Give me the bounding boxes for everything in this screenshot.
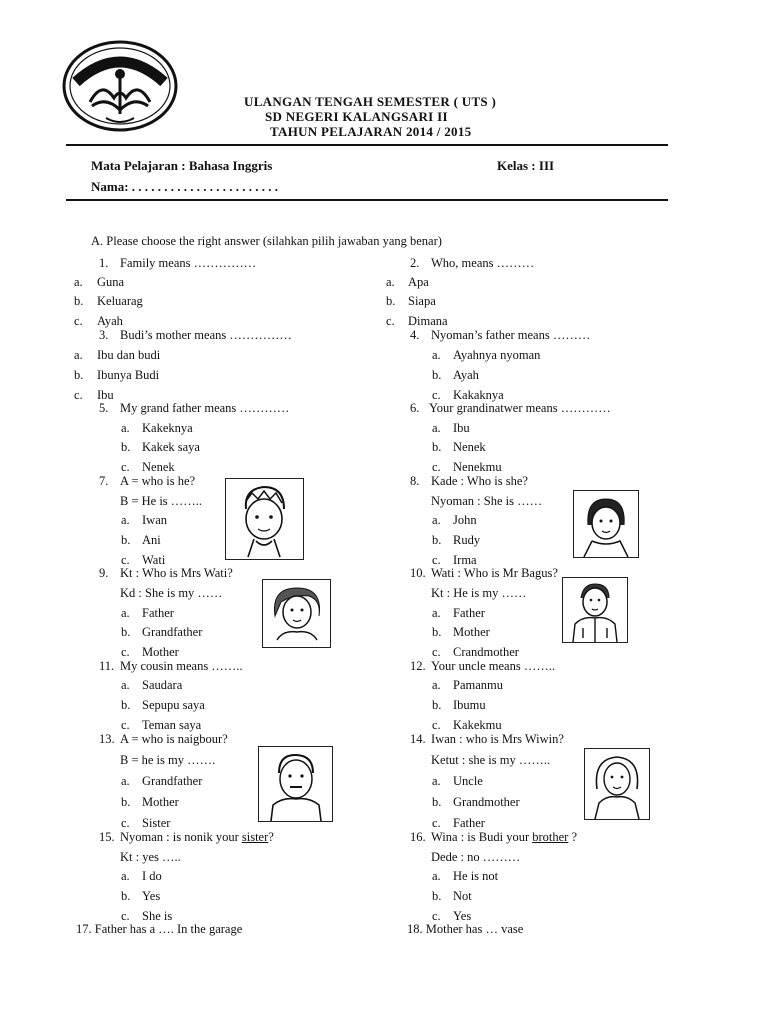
q1-c[interactable]: Ayah <box>97 314 123 328</box>
q7-a-letter: a. <box>121 513 130 527</box>
q5-c[interactable]: Nenek <box>142 460 175 474</box>
q3-number: 3. <box>99 328 109 342</box>
q12-a-letter: a. <box>432 678 441 692</box>
q5-b-letter: b. <box>121 440 131 454</box>
girl-portrait-image <box>573 490 639 558</box>
q8-text: Kade : Who is she? <box>431 474 528 488</box>
q11-number: 11. <box>99 659 115 673</box>
q13-number: 13. <box>99 732 115 746</box>
q6-number: 6. <box>410 401 420 415</box>
old-man-portrait-image <box>258 746 333 822</box>
q10-a[interactable]: Father <box>453 606 485 620</box>
q16-b[interactable]: Not <box>453 889 472 903</box>
q9-a[interactable]: Father <box>142 606 174 620</box>
q6-a-letter: a. <box>432 421 441 435</box>
q7-c[interactable]: Wati <box>142 553 166 567</box>
q9-text: Kt : Who is Mrs Wati? <box>120 566 233 580</box>
q14-b-letter: b. <box>432 795 442 809</box>
academic-year: TAHUN PELAJARAN 2014 / 2015 <box>270 124 472 139</box>
q11-a-letter: a. <box>121 678 130 692</box>
q5-number: 5. <box>99 401 109 415</box>
q8-a[interactable]: John <box>453 513 477 527</box>
q12-text: Your uncle means …….. <box>431 659 556 673</box>
q1-text: Family means …………… <box>120 256 257 270</box>
q18-text: 18. Mother has … vase <box>407 922 524 936</box>
q12-a[interactable]: Pamanmu <box>453 678 503 692</box>
q2-text: Who, means ……… <box>431 256 535 270</box>
class-label: Kelas : III <box>497 158 555 173</box>
q13-b-letter: b. <box>121 795 131 809</box>
q10-sub: Kt : He is my …… <box>431 586 527 600</box>
q5-text: My grand father means ………… <box>120 401 290 415</box>
q13-c-letter: c. <box>121 816 130 830</box>
q4-a-letter: a. <box>432 348 441 362</box>
q3-a[interactable]: Ibu dan budi <box>97 348 161 362</box>
q16-sub: Dede : no ……… <box>431 850 521 864</box>
q9-b-letter: b. <box>121 625 131 639</box>
q3-a-letter: a. <box>74 348 83 362</box>
school-name: SD NEGERI KALANGSARI II <box>265 109 448 124</box>
q9-c[interactable]: Mother <box>142 645 179 659</box>
q13-sub: B = he is my ……. <box>120 753 216 767</box>
q14-c-letter: c. <box>432 816 441 830</box>
q13-b[interactable]: Mother <box>142 795 179 809</box>
q10-c[interactable]: Crandmother <box>453 645 519 659</box>
old-woman-portrait-image <box>584 748 650 820</box>
q12-b-letter: b. <box>432 698 442 712</box>
q8-c[interactable]: Irma <box>453 553 477 567</box>
q12-c-letter: c. <box>432 718 441 732</box>
q16-underlined-word: brother <box>532 830 569 844</box>
q7-b[interactable]: Ani <box>142 533 161 547</box>
q2-number: 2. <box>410 256 420 270</box>
q4-b[interactable]: Ayah <box>453 368 479 382</box>
boy-portrait-image <box>225 478 304 560</box>
q6-b-letter: b. <box>432 440 442 454</box>
q14-text: Iwan : who is Mrs Wiwin? <box>431 732 564 746</box>
q15-b[interactable]: Yes <box>142 889 161 903</box>
q3-c-letter: c. <box>74 388 83 402</box>
q9-c-letter: c. <box>121 645 130 659</box>
header-rule-bottom <box>66 199 668 201</box>
q2-a[interactable]: Apa <box>408 275 429 289</box>
q4-c[interactable]: Kakaknya <box>453 388 504 402</box>
q16-question: Wina : is Budi your brother ? <box>431 830 578 844</box>
q12-number: 12. <box>410 659 426 673</box>
subject-label: Mata Pelajaran : Bahasa Inggris <box>91 158 273 173</box>
q11-b-letter: b. <box>121 698 131 712</box>
q13-text: A = who is naigbour? <box>120 732 228 746</box>
q13-a[interactable]: Grandfather <box>142 774 203 788</box>
q10-a-letter: a. <box>432 606 441 620</box>
q16-c[interactable]: Yes <box>453 909 472 923</box>
q7-c-letter: c. <box>121 553 130 567</box>
q4-number: 4. <box>410 328 420 342</box>
q5-a-letter: a. <box>121 421 130 435</box>
q14-b[interactable]: Grandmother <box>453 795 520 809</box>
q3-b[interactable]: Ibunya Budi <box>97 368 160 382</box>
q1-b[interactable]: Keluarag <box>97 294 143 308</box>
school-logo <box>62 40 178 132</box>
q7-sub: B = He is …….. <box>120 494 203 508</box>
q6-c[interactable]: Nenekmu <box>453 460 502 474</box>
q8-sub: Nyoman : She is …… <box>431 494 543 508</box>
q9-a-letter: a. <box>121 606 130 620</box>
q7-text: A = who is he? <box>120 474 196 488</box>
q8-c-letter: c. <box>432 553 441 567</box>
q12-c[interactable]: Kakekmu <box>453 718 502 732</box>
q15-a-letter: a. <box>121 869 130 883</box>
exam-title: ULANGAN TENGAH SEMESTER ( UTS ) <box>244 94 497 109</box>
q14-a[interactable]: Uncle <box>453 774 483 788</box>
q4-text: Nyoman’s father means ……… <box>431 328 591 342</box>
q10-number: 10. <box>410 566 426 580</box>
q6-text: Your grandinatwer means ………… <box>429 401 611 415</box>
q3-text: Budi’s mother means …………… <box>120 328 292 342</box>
q16-b-letter: b. <box>432 889 442 903</box>
q10-text: Wati : Who is Mr Bagus? <box>431 566 558 580</box>
q11-c-letter: c. <box>121 718 130 732</box>
q7-b-letter: b. <box>121 533 131 547</box>
q16-a[interactable]: He is not <box>453 869 499 883</box>
q10-b-letter: b. <box>432 625 442 639</box>
q9-sub: Kd : She is my …… <box>120 586 223 600</box>
q1-a[interactable]: Guna <box>97 275 125 289</box>
q4-c-letter: c. <box>432 388 441 402</box>
header-rule-top <box>66 144 668 146</box>
q9-number: 9. <box>99 566 109 580</box>
q3-c[interactable]: Ibu <box>97 388 114 402</box>
q12-b[interactable]: Ibumu <box>453 698 486 712</box>
q13-a-letter: a. <box>121 774 130 788</box>
q15-sub: Kt : yes ….. <box>120 850 181 864</box>
q13-c[interactable]: Sister <box>142 816 171 830</box>
q6-a[interactable]: Ibu <box>453 421 470 435</box>
q2-c[interactable]: Dimana <box>408 314 448 328</box>
q8-b[interactable]: Rudy <box>453 533 481 547</box>
q6-b[interactable]: Nenek <box>453 440 486 454</box>
q4-a[interactable]: Ayahnya nyoman <box>453 348 541 362</box>
q2-c-letter: c. <box>386 314 395 328</box>
q2-a-letter: a. <box>386 275 395 289</box>
q1-b-letter: b. <box>74 294 84 308</box>
q3-b-letter: b. <box>74 368 84 382</box>
woman-portrait-image <box>262 579 331 648</box>
man-portrait-image <box>562 577 628 643</box>
q15-a[interactable]: I do <box>142 869 162 883</box>
q15-question: Nyoman : is nonik your sister? <box>120 830 274 844</box>
name-field: Nama: . . . . . . . . . . . . . . . . . . . . . . . <box>91 179 279 194</box>
q4-b-letter: b. <box>432 368 442 382</box>
q8-a-letter: a. <box>432 513 441 527</box>
q14-number: 14. <box>410 732 426 746</box>
q10-b[interactable]: Mother <box>453 625 490 639</box>
q15-b-letter: b. <box>121 889 131 903</box>
q1-a-letter: a. <box>74 275 83 289</box>
q11-c[interactable]: Teman saya <box>142 718 202 732</box>
q8-number: 8. <box>410 474 420 488</box>
q2-b[interactable]: Siapa <box>408 294 436 308</box>
q5-c-letter: c. <box>121 460 130 474</box>
q2-b-letter: b. <box>386 294 396 308</box>
q15-c[interactable]: She is <box>142 909 173 923</box>
q11-a[interactable]: Saudara <box>142 678 183 692</box>
q7-a[interactable]: Iwan <box>142 513 167 527</box>
instruction: A. Please choose the right answer (silahkan pilih jawaban yang benar) <box>91 234 442 248</box>
q16-c-letter: c. <box>432 909 441 923</box>
q5-a[interactable]: Kakeknya <box>142 421 193 435</box>
q1-c-letter: c. <box>74 314 83 328</box>
q15-c-letter: c. <box>121 909 130 923</box>
q5-b[interactable]: Kakek saya <box>142 440 200 454</box>
q14-a-letter: a. <box>432 774 441 788</box>
q11-b[interactable]: Sepupu saya <box>142 698 205 712</box>
q16-a-letter: a. <box>432 869 441 883</box>
q14-c[interactable]: Father <box>453 816 485 830</box>
q15-number: 15. <box>99 830 115 844</box>
q14-sub: Ketut : she is my …….. <box>431 753 551 767</box>
q17-text: 17. Father has a …. In the garage <box>76 922 243 936</box>
q10-c-letter: c. <box>432 645 441 659</box>
q9-b[interactable]: Grandfather <box>142 625 203 639</box>
q7-number: 7. <box>99 474 109 488</box>
q11-text: My cousin means …….. <box>120 659 243 673</box>
q15-underlined-word: sister <box>241 830 269 844</box>
q16-number: 16. <box>410 830 426 844</box>
q6-c-letter: c. <box>432 460 441 474</box>
q1-number: 1. <box>99 256 109 270</box>
q8-b-letter: b. <box>432 533 442 547</box>
